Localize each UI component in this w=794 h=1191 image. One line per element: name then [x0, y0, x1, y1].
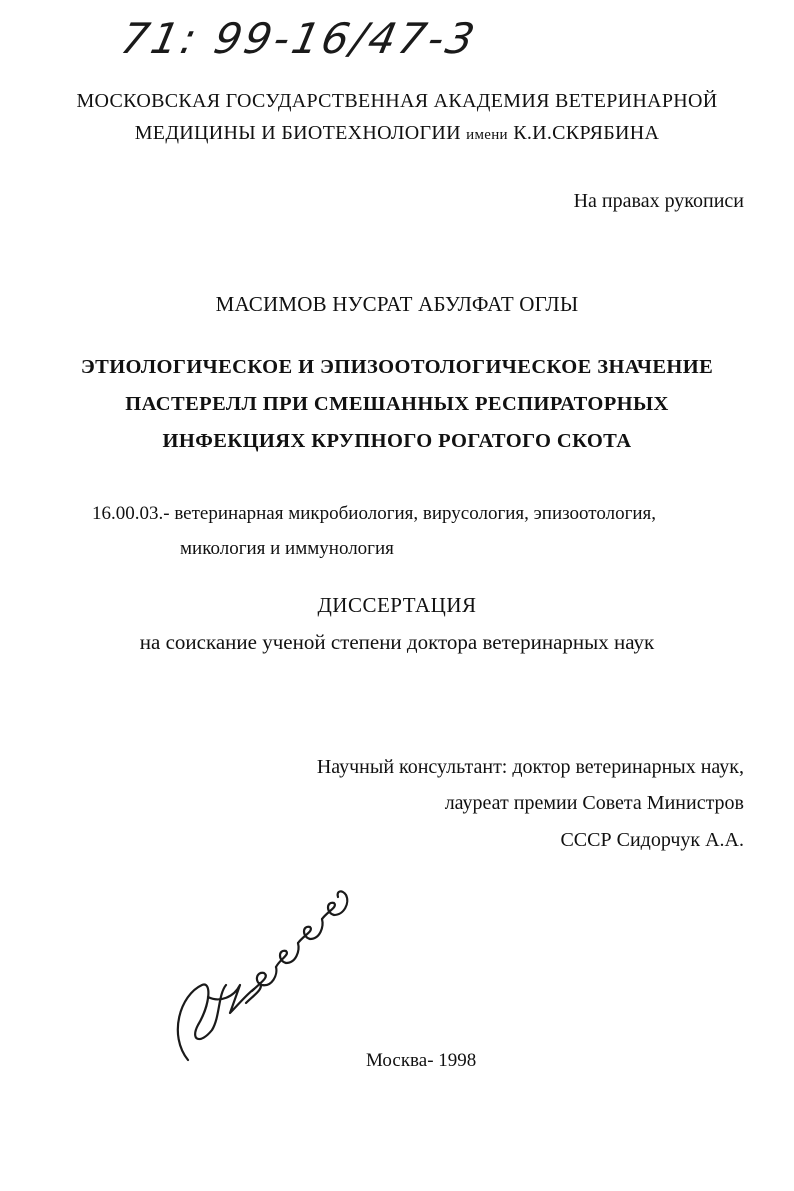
institution-line-2-small: имени: [466, 127, 508, 143]
title-line-2: ПАСТЕРЕЛЛ ПРИ СМЕШАННЫХ РЕСПИРАТОРНЫХ: [125, 393, 669, 415]
degree-line: на соискание ученой степени доктора ветеринарных наук: [139, 630, 655, 654]
specialty-line-1: 16.00.03.- ветеринарная микробиология, вирусология, эпизоотология,: [92, 503, 657, 524]
handwritten-catalog-number: 71: 99-16/47-3: [116, 14, 482, 63]
institution-line-2-main: МЕДИЦИНЫ И БИОТЕХНОЛОГИИ: [134, 122, 461, 144]
consultant-line-3: СССР Сидорчук А.А.: [560, 829, 744, 851]
consultant-line-2: лауреат премии Совета Министров: [444, 792, 744, 814]
city-and-year: Москва- 1998: [366, 1050, 477, 1071]
title-line-1: ЭТИОЛОГИЧЕСКОЕ И ЭПИЗООТОЛОГИЧЕСКОЕ ЗНАЧЕНИЕ: [80, 356, 714, 378]
institution-line-2: [0, 122, 794, 145]
institution-line-1: МОСКОВСКАЯ ГОСУДАРСТВЕННАЯ АКАДЕМИЯ ВЕТЕРИНАРНОЙ: [76, 90, 718, 112]
author-name: МАСИМОВ НУСРАТ АБУЛФАТ ОГЛЫ: [215, 292, 579, 316]
dissertation-heading: ДИССЕРТАЦИЯ: [317, 593, 477, 617]
institution-line-2-end: К.И.СКРЯБИНА: [513, 122, 660, 144]
specialty-line-2: микология и иммунология: [180, 538, 394, 559]
handwritten-signature: [160, 885, 370, 1075]
manuscript-rights: На правах рукописи: [573, 190, 744, 212]
title-line-3: ИНФЕКЦИЯХ КРУПНОГО РОГАТОГО СКОТА: [162, 430, 632, 452]
consultant-line-1: Научный консультант: доктор ветеринарных наук,: [316, 756, 744, 778]
